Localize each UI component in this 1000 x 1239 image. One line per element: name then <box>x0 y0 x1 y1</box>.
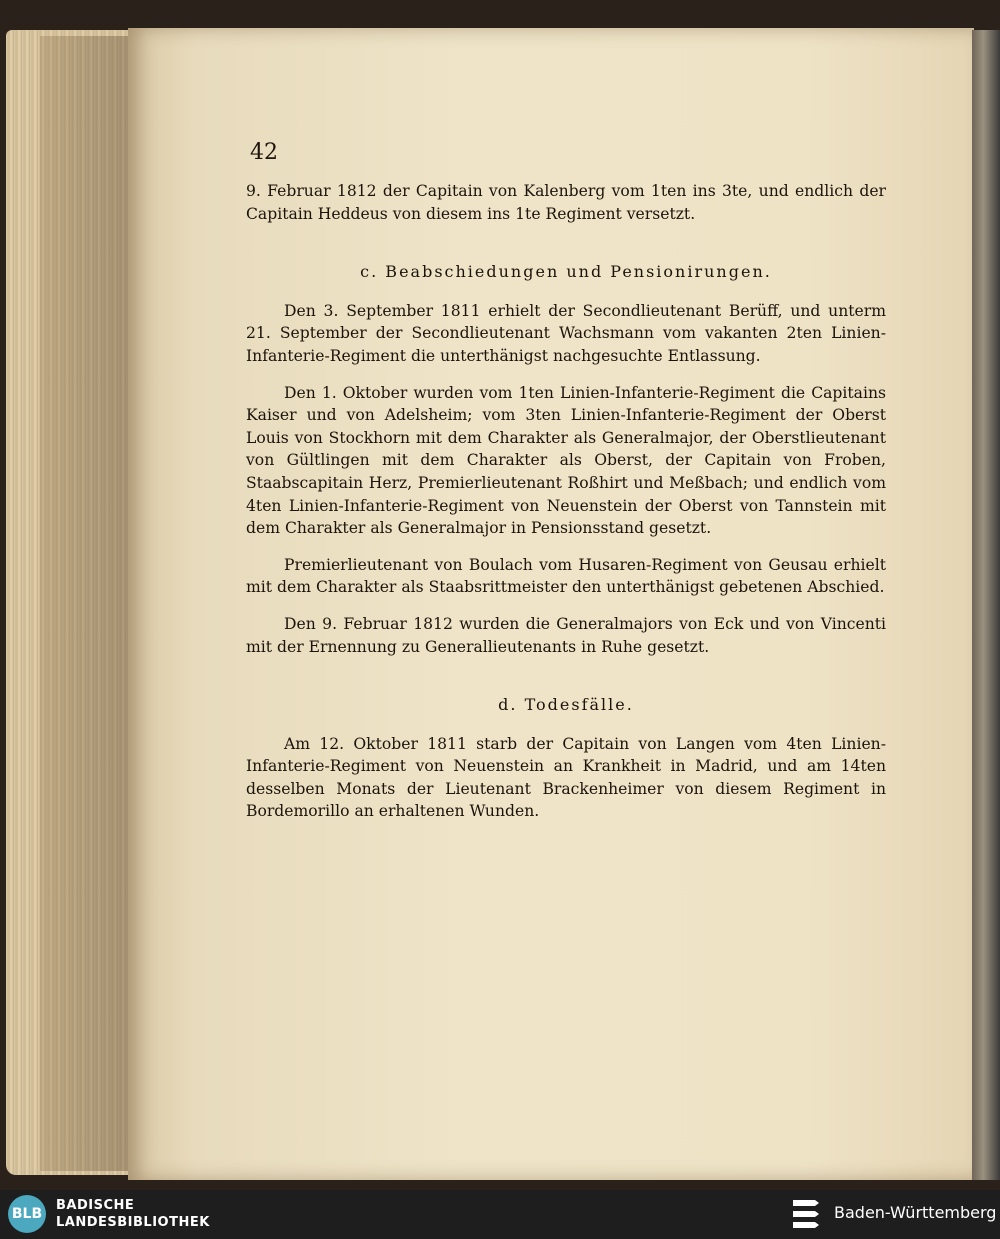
book-right-edge <box>972 30 1000 1180</box>
page-number: 42 <box>250 140 278 165</box>
intro-paragraph: 9. Februar 1812 der Capitain von Kalenberg vom 1ten ins 3te, und endlich der Capitain Heddeus von diesem ins 1te Regiment versetzt. <box>246 182 886 223</box>
viewer-footer <box>0 1190 1000 1239</box>
three-lions-icon <box>790 1195 822 1233</box>
blb-logo[interactable]: BLB <box>8 1195 46 1233</box>
section-heading-c: c. Beabschiedungen und Pensionirungen. <box>360 262 772 282</box>
baden-wuerttemberg-label[interactable]: Baden-Württemberg <box>834 1203 997 1222</box>
blb-name-line-1: BADISCHE <box>56 1198 135 1213</box>
section-c-paragraph-2: Den 1. Oktober wurden vom 1ten Linien-Infanterie-Regiment die Capitains Kaiser und von Adelsheim; vom 3ten Linien-Infanterie-Regiment der Oberst Louis von Stockhorn mit dem Charakter als Generalmajor, der Oberstlieutenant von Gültlingen mit dem Charakter als Oberst, der Capitain von Froben, Staabscapitain Herz, Premierlieutenant Roßhirt und Meßbach; und endlich vom 4ten Linien-Infanterie-Regiment von Neuenstein der Oberst von Tannstein mit dem Charakter als Generalmajor in Pensionsstand gesetzt. <box>246 383 886 538</box>
blb-name[interactable] <box>56 1197 210 1231</box>
section-c-paragraph-4: Den 9. Februar 1812 wurden die Generalmajors von Eck und von Vincenti mit der Ernennung zu Generallieutenants in Ruhe gesetzt. <box>246 614 886 656</box>
blb-name-line-2: LANDESBIBLIOTHEK <box>56 1215 210 1230</box>
section-c-paragraph-3: Premierlieutenant von Boulach vom Husaren-Regiment von Geusau erhielt mit dem Charakter als Staabsrittmeister den unterthänigst gebetenen Abschied. <box>246 555 886 597</box>
section-heading-d: d. Todesfälle. <box>498 695 634 715</box>
page-body <box>246 180 886 823</box>
section-c-paragraph-1: Den 3. September 1811 erhielt der Secondlieutenant Berüff, und unterm 21. September der Secondlieutenant Wachsmann vom vakanten 2ten Linien-Infanterie-Regiment die unterthänigst nachgesuchte Entlassung. <box>246 301 886 365</box>
section-d-paragraph-1: Am 12. Oktober 1811 starb der Capitain von Langen vom 4ten Linien-Infanterie-Regiment von Neuenstein an Krankheit in Madrid, und am 14ten desselben Monats der Lieutenant Brackenheimer von diesem Regiment in Bordemorillo an erhaltenen Wunden. <box>246 734 886 821</box>
